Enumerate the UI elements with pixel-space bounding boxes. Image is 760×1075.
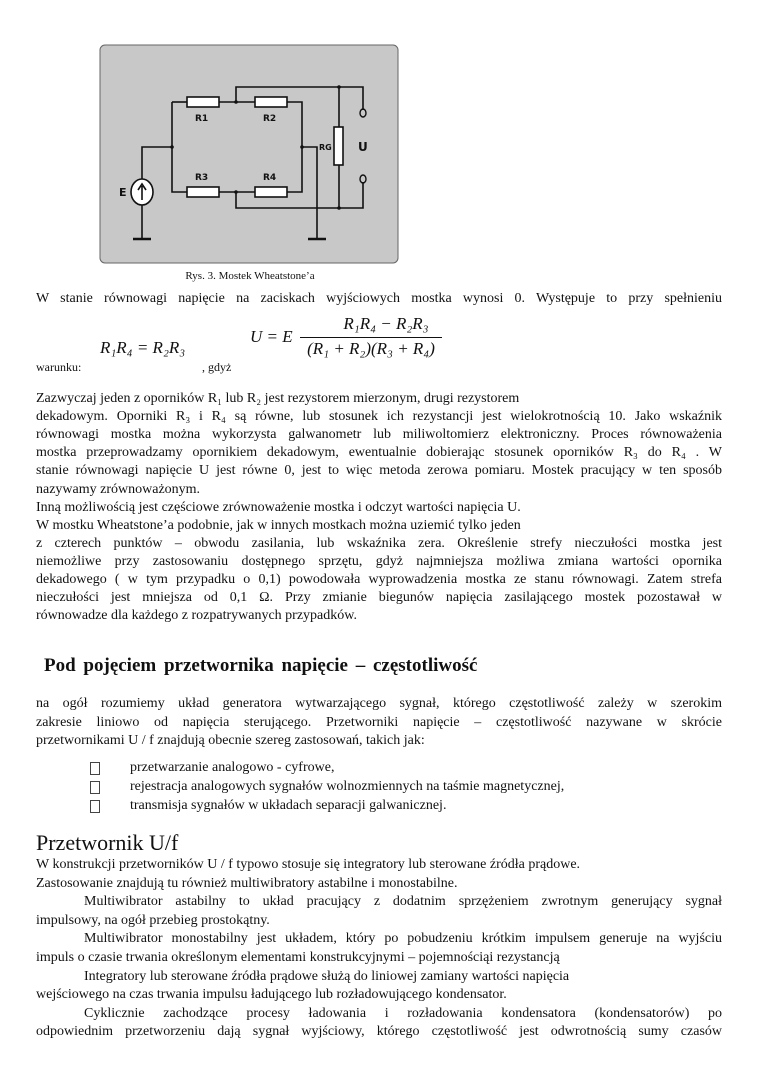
text-line: Cyklicznie zachodzące procesy ładowania i rozładowania kondensatora (kondensatorów) po — [84, 1005, 722, 1021]
bullet-icon — [90, 781, 100, 794]
text-line: W mostku Wheatstone’a podobnie, jak w innych mostkach można uziemić tylko jeden — [36, 517, 521, 533]
label-rg: RG — [319, 143, 332, 152]
text-line: stanie równowagi napięcie U jest równe 0, jest to więc metoda zerowa pomiaru. Mostek pracujący w ten sposób — [36, 463, 722, 479]
heading-uf-converter: Przetwornik U/f — [36, 830, 179, 855]
voltage-formula-denominator: (R₁ + R₂)(R₃ + R₄) — [307, 339, 435, 358]
resistor-r2 — [255, 97, 287, 107]
diagram-background — [100, 45, 398, 263]
list-item: rejestracja analogowych sygnałów wolnozmiennych na taśmie magnetycznej, — [130, 779, 565, 794]
resistor-r3 — [187, 187, 219, 197]
intro-line: W stanie równowagi napięcie na zaciskach wyjściowych mostka wynosi 0. Występuje to przy spełnieniu — [36, 291, 722, 306]
list-item: transmisja sygnałów w układach separacji galwanicznej. — [130, 798, 447, 813]
label-u: U — [358, 140, 368, 154]
text-line: dekadowego ( w tym przypadku o 0,1) powodowała wyprowadzenia mostka ze stanu równowagi. Zatem strefa — [36, 572, 722, 587]
text-line: Zastosowanie znajdują tu również multiwibratory astabilne i monostabilne. — [36, 875, 458, 891]
text-line: niemożliwe przy zastosowaniu dostępnego sprzętu, gdyż najmniejsza możliwa zmiana wartości opornika — [36, 553, 722, 569]
label-r1: R1 — [195, 114, 209, 124]
bullet-icon — [90, 800, 100, 813]
condition-middle: , gdyż — [202, 360, 232, 374]
balance-equation: R₁R₄ = R₂R₃ — [100, 338, 186, 357]
label-e: E — [119, 186, 127, 199]
resistor-r4 — [255, 187, 287, 197]
text-line: Multiwibrator astabilny to układ pracujący z dodatnim sprzężeniem zwrotnym generujący sygnał — [84, 894, 722, 910]
text-line: Multiwibrator monostabilny jest układem, który po pobudzeniu krótkim impulsem generuje na wyjściu — [84, 931, 722, 947]
voltage-formula-numerator: R₁R₄ − R₂R₃ — [343, 314, 429, 333]
text-line: W konstrukcji przetworników U / f typowo stosuje się integratory lub sterowane źródła prądowe. — [36, 857, 581, 872]
resistor-rg — [334, 127, 343, 165]
text-line: impulsowy, na ogół przebieg prostokątny. — [36, 912, 270, 928]
text-line: równowadze dla każdego z rozpatrywanych przypadków. — [36, 608, 357, 624]
condition-prefix: warunku: — [36, 360, 82, 374]
bullet-icon — [90, 762, 100, 775]
label-r3: R3 — [195, 173, 209, 183]
text-line: zakresie liniowo od napięcia sterującego. Przetworniki napięcie – częstotliwość nazywane w skrócie — [36, 714, 722, 730]
heading-voltage-frequency-converter: Pod pojęciem przetwornika napięcie – częstotliwość — [44, 655, 478, 676]
text-line: równowagi mostka można wykorzysta galwanometr lub miliwoltomierz elektroniczny. Proces równoważenia — [36, 427, 722, 443]
text-line: nieczułości jest mniejsza od 0,1 Ω. Przy zmianie biegunów napięcia zasilającego mostek pozostawał w — [36, 590, 722, 606]
resistor-r1 — [187, 97, 219, 107]
text-line: na ogół rozumiemy układ generatora wytwarzającego sygnał, którego częstotliwość zależy w szerokim — [36, 696, 722, 711]
text-line: z czterech punktów – obwodu zasilania, lub wskaźnika zera. Określenie strefy nieczułości mostka jest — [36, 535, 722, 551]
voltage-formula-lhs: U = E — [250, 327, 293, 346]
label-r2: R2 — [263, 114, 277, 124]
list-item: przetwarzanie analogowo - cyfrowe, — [130, 760, 335, 775]
label-r4: R4 — [263, 173, 277, 183]
text-line: Integratory lub sterowane źródła prądowe służą do liniowej zamiany wartości napięcia — [84, 968, 570, 984]
text-line: przetwornikami U / f znajdują obecnie szereg zastosowań, takich jak: — [36, 733, 425, 748]
text-line: Zazwyczaj jeden z oporników R₁ lub R₂ jest rezystorem mierzonym, drugi rezystorem — [36, 391, 520, 406]
text-line: Inną możliwością jest częściowe zrównoważenie mostka i odczyt wartości napięcia U. — [36, 499, 521, 515]
figure-caption: Rys. 3. Mostek Wheatstone’a — [185, 270, 315, 282]
text-line: odpowiednim przetworzeniu dają sygnał wyjściowy, którego częstotliwość jest odwrotnością sumy czasów — [36, 1024, 722, 1040]
wheatstone-bridge-diagram — [0, 0, 760, 290]
fraction-bar — [300, 337, 442, 338]
text-line: wejściowego na czas trwania impulsu ładującego lub rozładowującego kondensator. — [36, 987, 507, 1003]
text-line: dekadowym. Oporniki R₃ i R₄ są równe, lub stosunek ich rezystancji jest wielokrotnością 10. Jako wskaźnik — [36, 409, 722, 425]
text-line: nazywamy zrównoważonym. — [36, 481, 201, 497]
text-line: impuls o czasie trwania określonym elementami konstrukcyjnymi – pojemnościąi rezystancją — [36, 950, 560, 965]
text-line: mostka przeprowadzamy opornikiem dekadowym, ewentualnie dobierając stosunek oporników R₃ do R₄ . W — [36, 445, 722, 461]
